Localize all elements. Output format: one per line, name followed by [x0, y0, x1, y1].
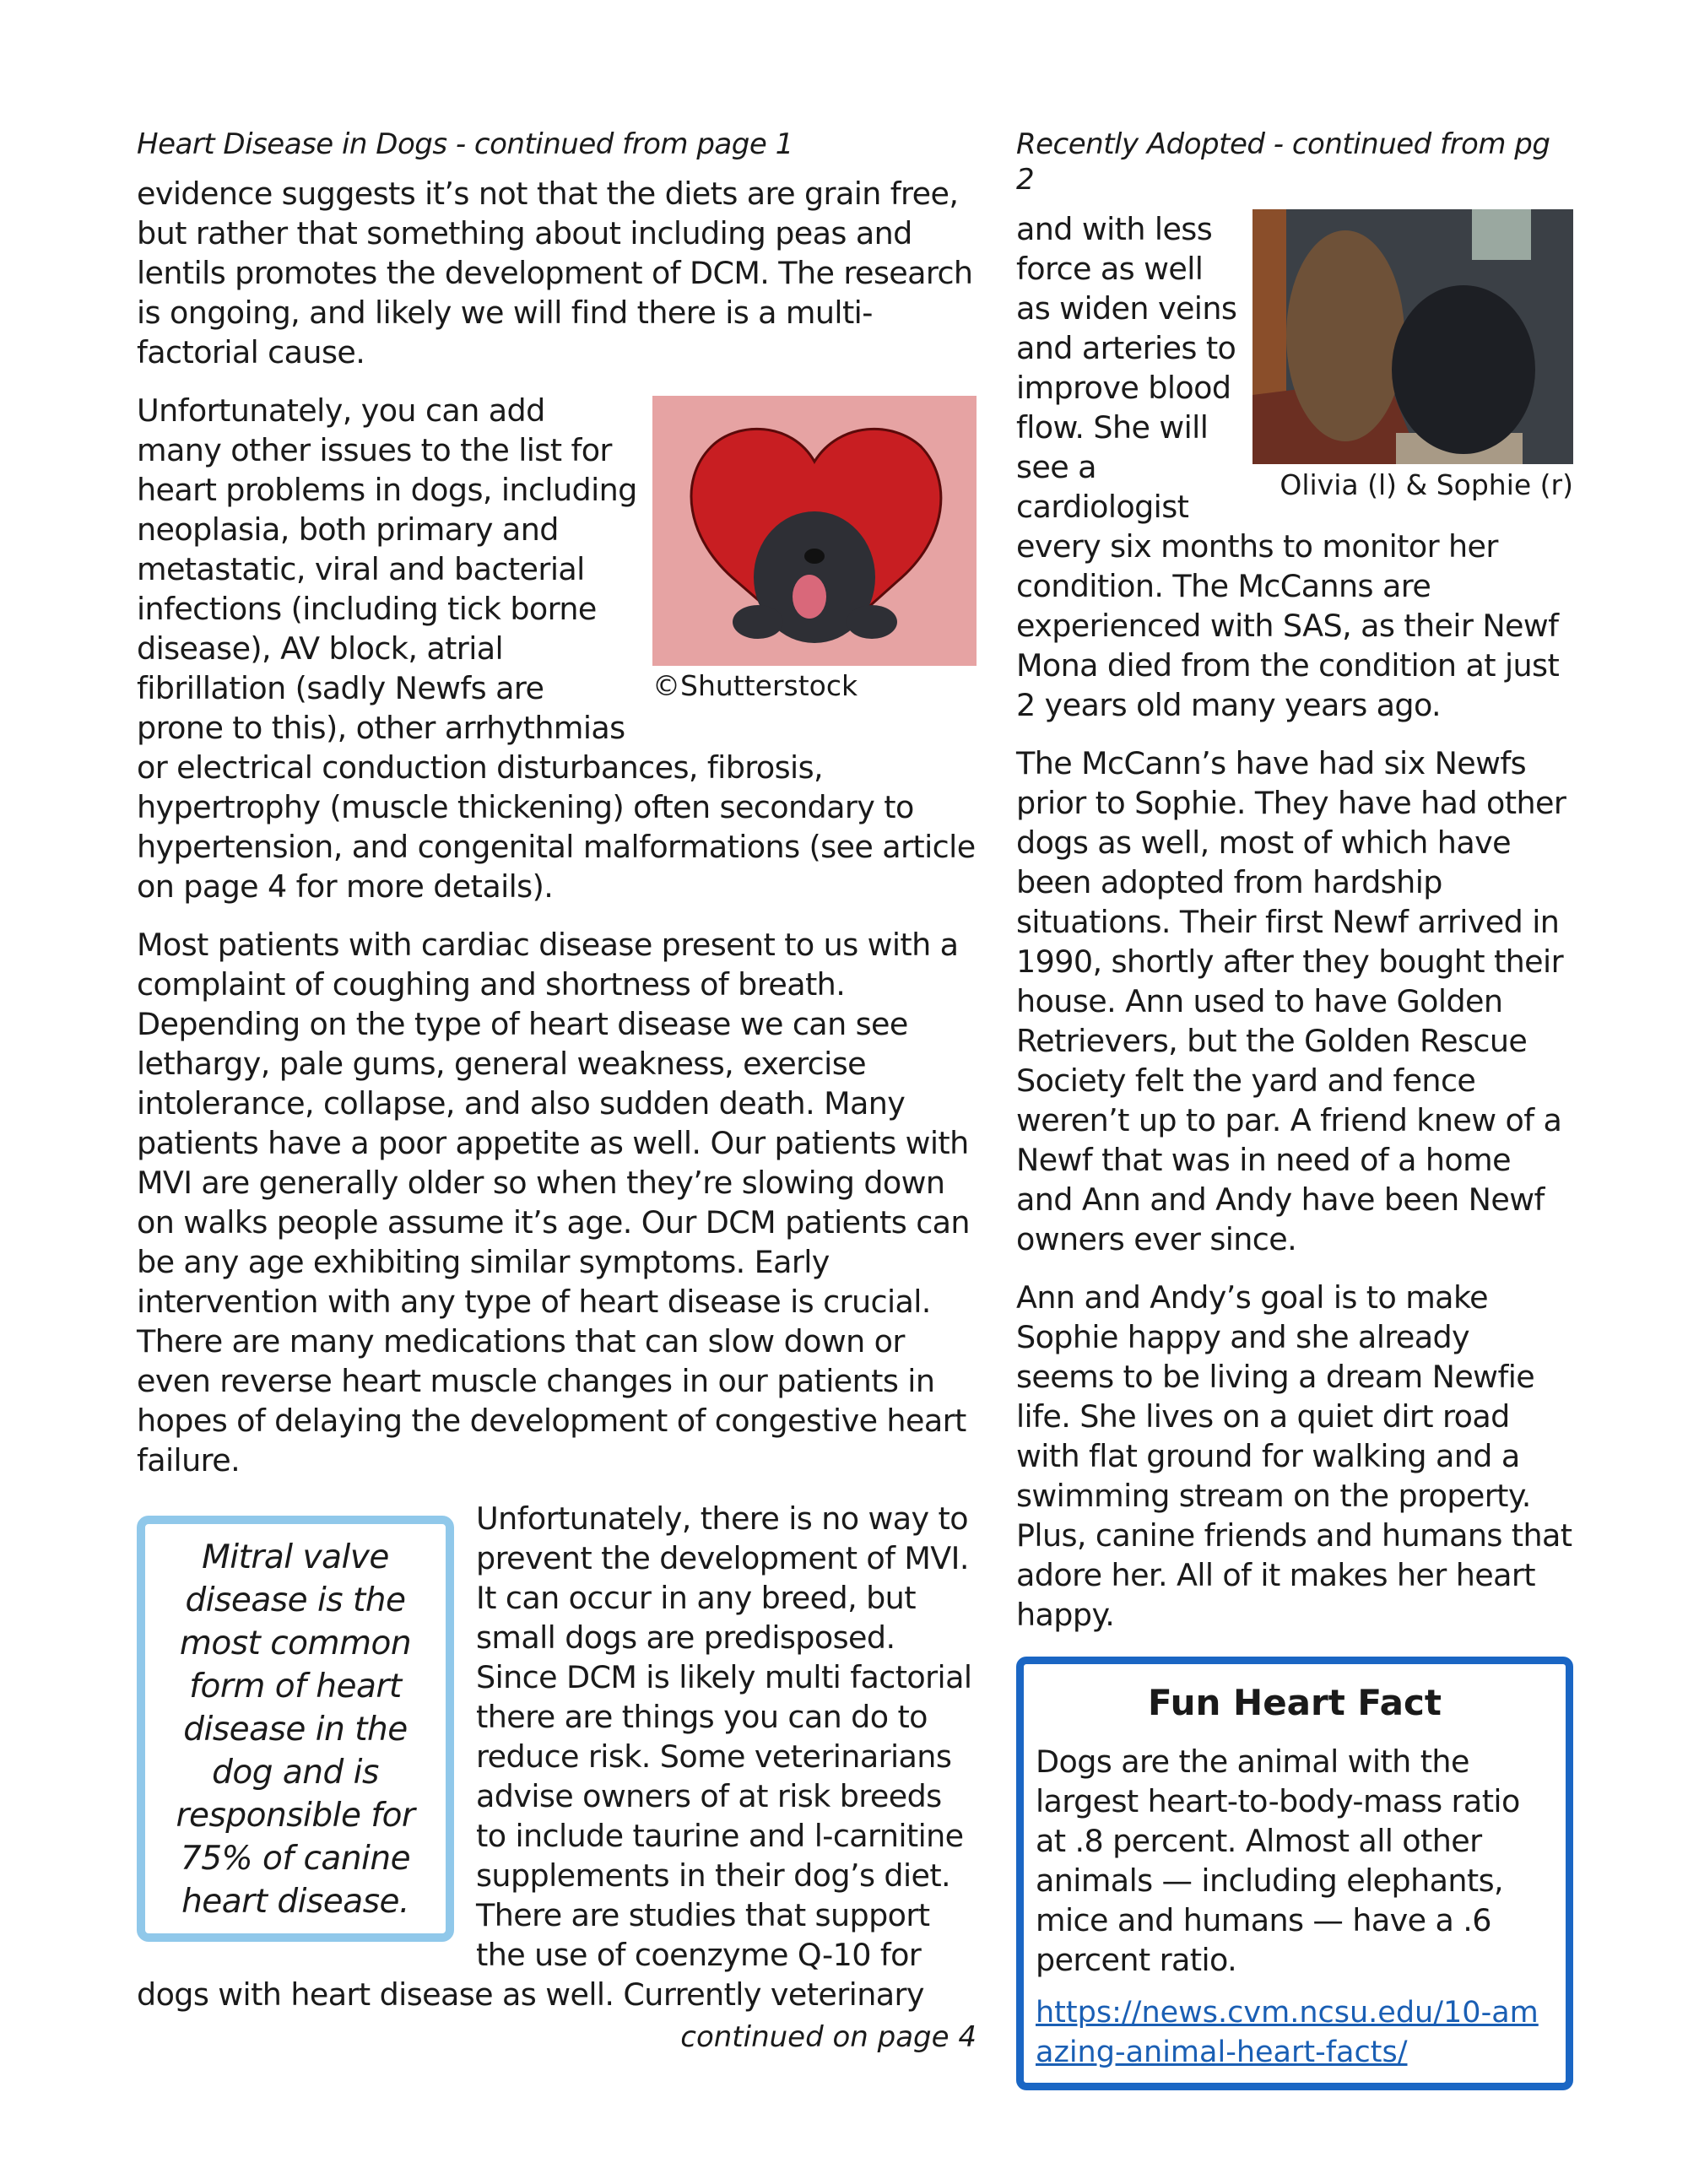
article-paragraph: and with less force as well as widen veins and arteries to improve blood flow. She will see a cardiologist every six months to monitor her condition. The McCanns are experienced with SAS, as their Newf Mona died from the condition at just 2 years old many years ago. — [1016, 211, 1560, 723]
article-paragraph: Unfortunately, you can add many other issues to the list for heart problems in dogs, including neoplasia, both primary and metastatic, viral and bacterial infections (including tick borne disease), AV block, atrial fibrillation (sadly Newfs are prone to this), other arrhythmias or electrical conduction disturbances, fibrosis, hypertrophy (muscle thickening) often secondary to hypertension, and congenital malformations (see article on page 4 for more details). — [137, 392, 976, 905]
article-kicker: Heart Disease in Dogs - continued from page 1 — [137, 127, 793, 161]
fun-heart-fact-box — [1016, 1657, 1573, 2090]
heart-disease-article — [137, 127, 977, 2055]
photo-caption: Olivia (l) & Sophie (r) — [1280, 468, 1573, 501]
article-kicker: Recently Adopted - continued from pg 2 — [1016, 127, 1550, 197]
dogs-photo-icon — [1252, 209, 1573, 464]
image-credit: ©Shutterstock — [652, 669, 858, 702]
dogs-photo-figure — [1252, 209, 1573, 503]
source-link[interactable]: https://news.cvm.ncsu.edu/10-amazing-animal-heart-facts/ — [1036, 1996, 1539, 2069]
heart-dog-figure — [652, 396, 977, 705]
heart-icon — [652, 396, 977, 666]
article-paragraph: evidence suggests it’s not that the diets are grain free, but rather that something about including peas and lentils promotes the development of DCM. The research is ongoing, and likely we will find there is a multi-factorial cause. — [137, 176, 973, 370]
article-paragraph: Unfortunately, there is no way to prevent the development of MVI. It can occur in any breed, but small dogs are predisposed. Since DCM is likely multi factorial there are things you can do to reduce risk. Some veterinarians advise owners of at risk breeds to include taurine and l-carnitine supplements in their dog’s diet. There are studies that support the use of coenzyme Q-10 for dogs with heart disease as well. Currently veterinary — [137, 1500, 972, 2013]
fact-title: Fun Heart Fact — [1148, 1682, 1442, 1723]
dogs-photo — [1252, 209, 1573, 464]
article-paragraph: The McCann’s have had six Newfs prior to Sophie. They have had other dogs as well, most of which have been adopted from hardship situations. Their first Newf arrived in 1990, shortly after they bought their house. Ann used to have Golden Retrievers, but the Golden Rescue Society felt the yard and fence weren’t up to par. A friend knew of a Newf that was in need of a home and Ann and Andy have been Newf owners ever since. — [1016, 745, 1566, 1257]
fact-body: Dogs are the animal with the largest heart-to-body-mass ratio at .8 percent. Almost all other animals — including elephants, mice and humans — have a .6 percent ratio. — [1036, 1743, 1520, 1978]
continued-note: continued on page 4 — [680, 2020, 977, 2054]
article-paragraph: Most patients with cardiac disease present to us with a complaint of coughing and shortness of breath. Depending on the type of heart disease we can see lethargy, pale gums, general weakness, exercise intolerance, collapse, and also sudden death. Many patients have a poor appetite as well. Our patients with MVI are generally older so when they’re slowing down on walks people assume it’s age. Our DCM patients can be any age exhibiting similar symptoms. Early intervention with any type of heart disease is crucial. There are many medications that can slow down or even reverse heart muscle changes in our patients in hopes of delaying the development of congestive heart failure. — [137, 927, 970, 1479]
recently-adopted-article — [1016, 127, 1573, 2090]
article-paragraph: Ann and Andy’s goal is to make Sophie happy and she already seems to be living a dream Newfie life. She lives on a quiet dirt road with flat ground for walking and a swimming stream on the property. Plus, canine friends and humans that adore her. All of it makes her heart happy. — [1016, 1279, 1572, 1633]
pullquote-box: Mitral valve disease is the most common form of heart disease in the dog and is responsible for 75% of canine heart disease. — [137, 1516, 454, 1942]
heart-dog-illustration — [652, 396, 977, 666]
